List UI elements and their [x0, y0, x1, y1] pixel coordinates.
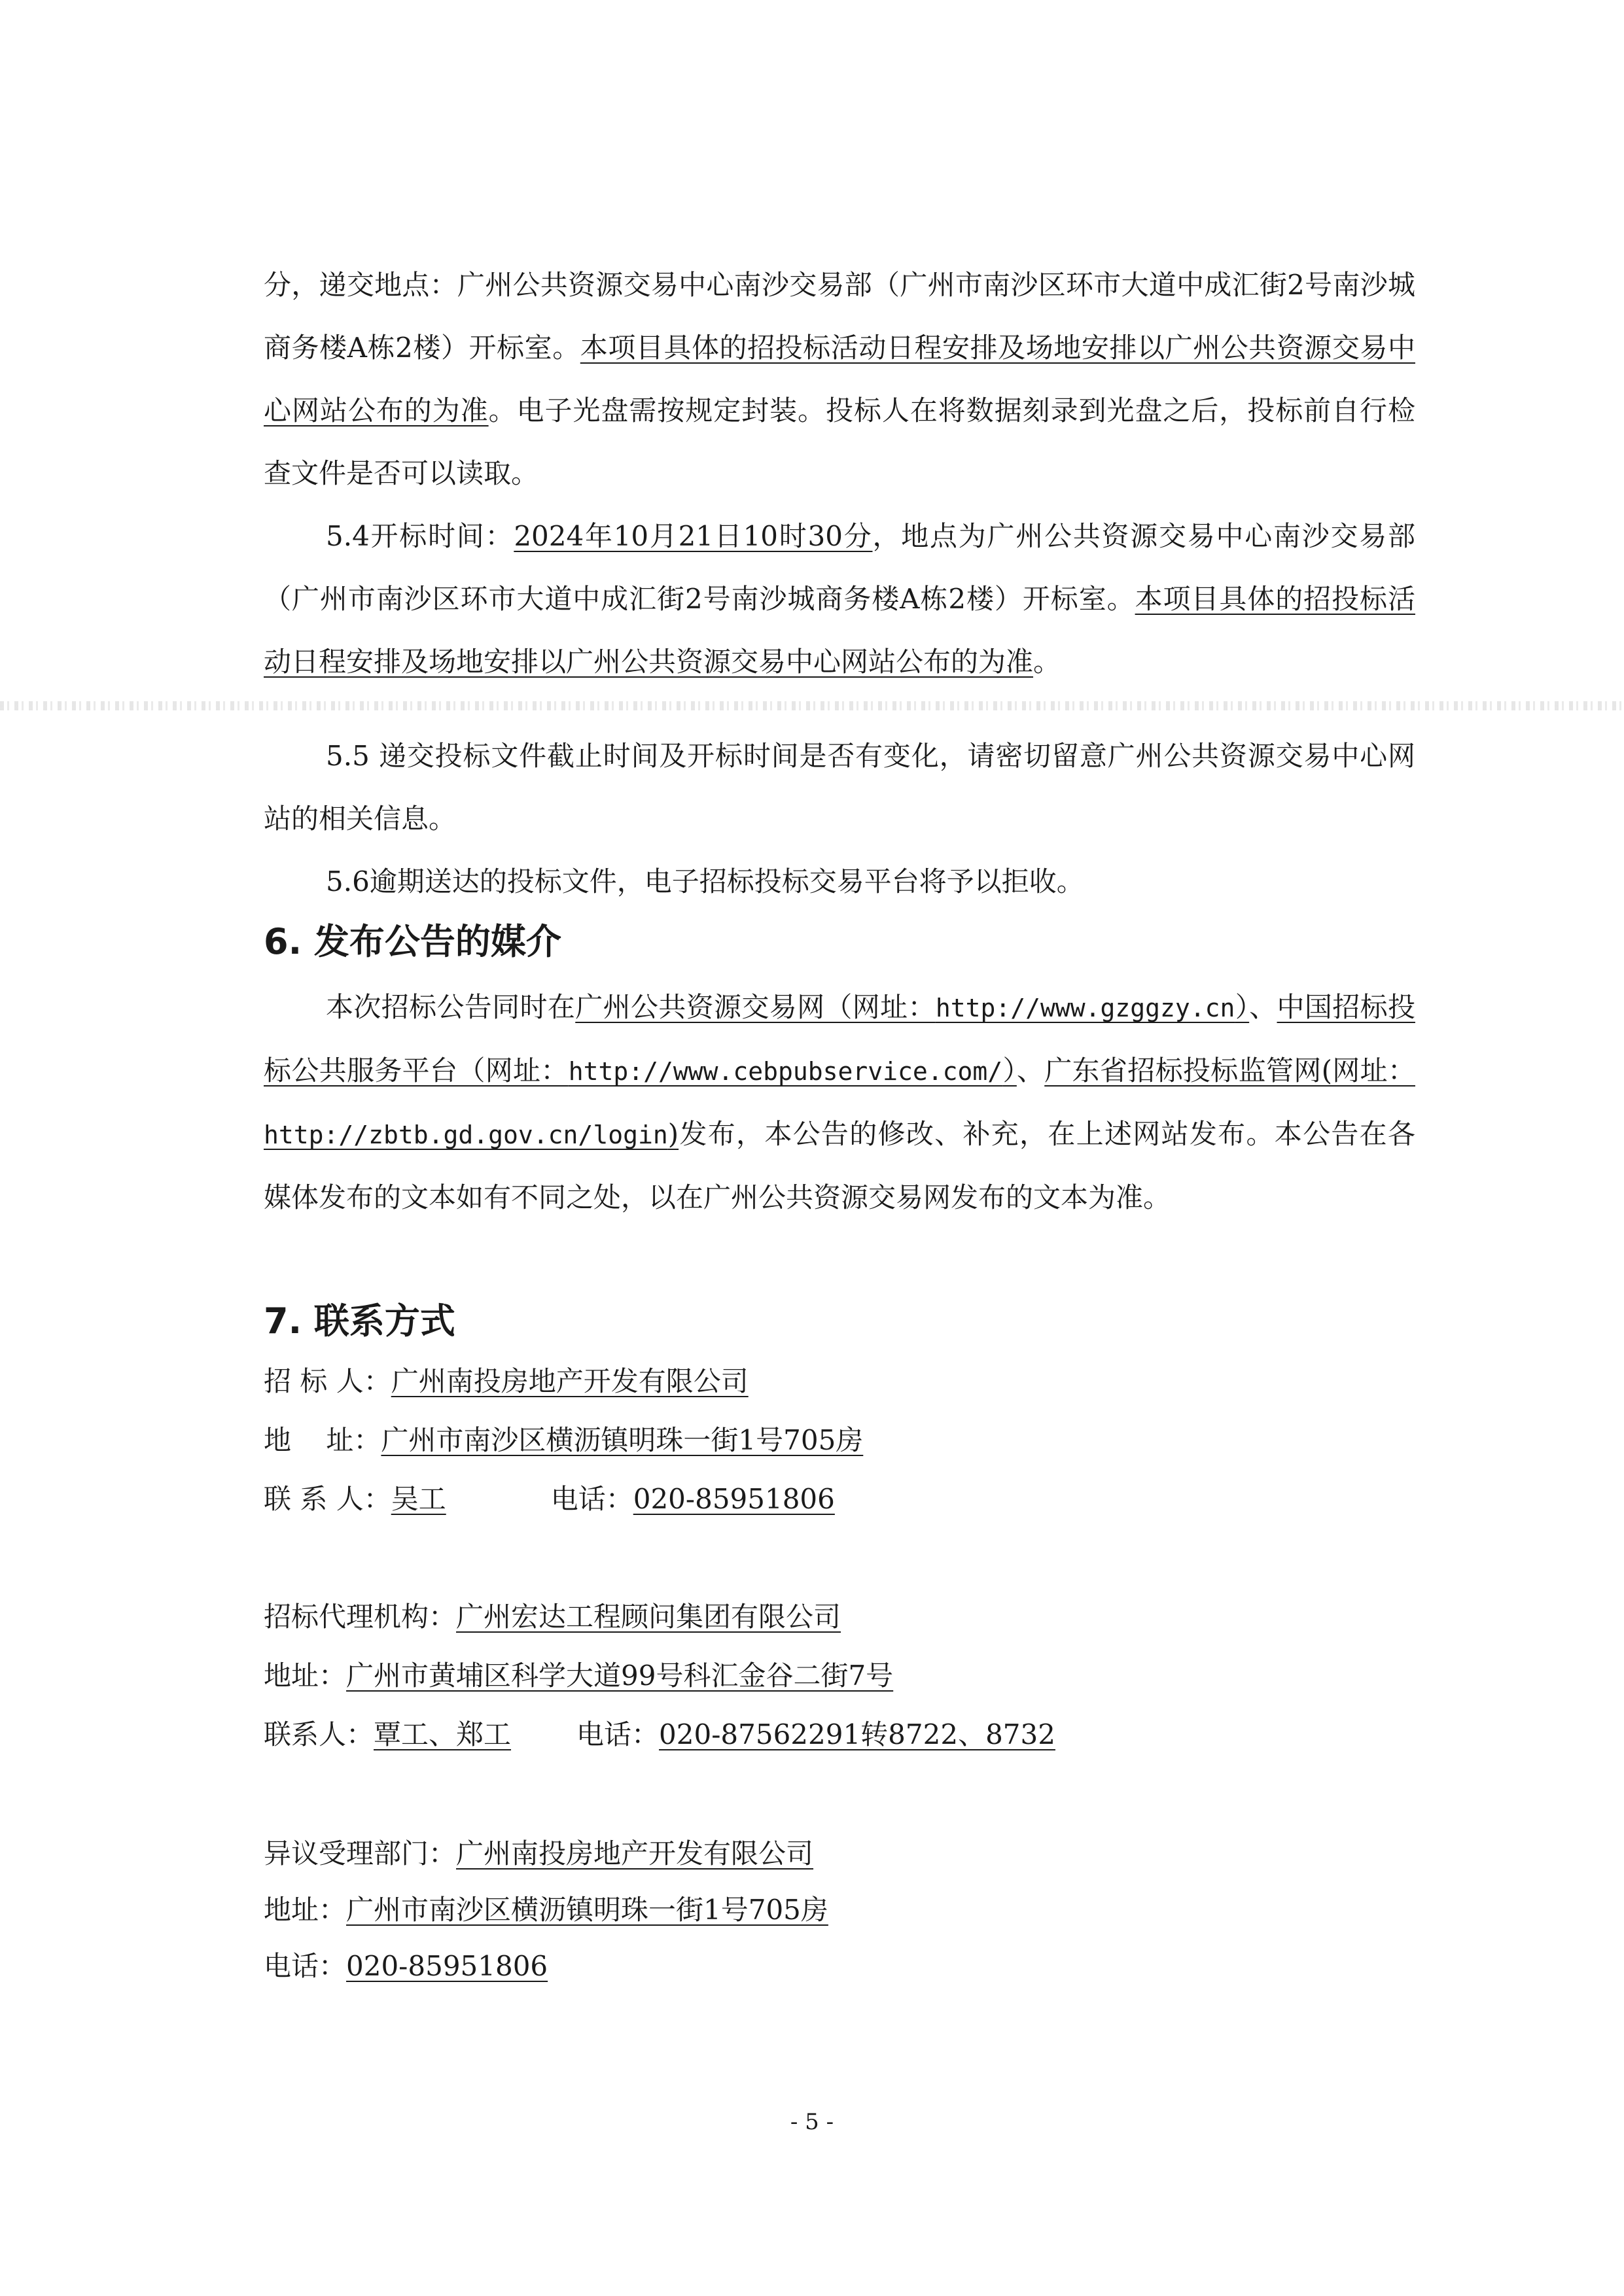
link-zbtb[interactable]: 广东省招标投标监管网(网址：http://zbtb.gd.gov.cn/login): [264, 1054, 1415, 1150]
objection-phone: 020-85951806: [346, 1950, 548, 1982]
agency-contact-row: 联系人：覃工、郑工 电话：020-87562291转8722、8732: [264, 1718, 1055, 1750]
opening-datetime: 2024年10月21日10时30分: [514, 520, 873, 552]
tenderer-address-row: 地 址：广州市南沙区横沥镇明珠一街1号705房: [264, 1424, 864, 1456]
paragraph-5-6: 5.6逾期送达的投标文件，电子招标投标交易平台将予以拒收。: [326, 865, 1084, 897]
objection-address-row: 地址：广州市南沙区横沥镇明珠一街1号705房: [264, 1894, 828, 1926]
section-7-heading: 7. 联系方式: [264, 1300, 455, 1342]
page-number: - 5 -: [790, 2109, 834, 2135]
tenderer-contact: 吴工: [391, 1483, 446, 1515]
agency-address: 广州市黄埔区科学大道99号科汇金谷二街7号: [346, 1660, 894, 1692]
agency-name: 广州宏达工程顾问集团有限公司: [456, 1601, 841, 1633]
agency-contact: 覃工、郑工: [374, 1718, 512, 1750]
paragraph-media: 本次招标公告同时在广州公共资源交易网（网址：http://www.gzggzy.cn）、中国招标投标公共服务平台（网址：http://www.cebpubservice.com/）、广东省招标投标监管网(网址：http://zbtb.gd.gov.cn/login)发布，本公告的修改、补充，在上述网站发布。本公告在各媒体发布的文本如有不同之处，以在广州公共资源交易网发布的文本为准。: [264, 991, 1415, 1213]
objection-phone-row: 电话：020-85951806: [264, 1950, 548, 1982]
paragraph-5-4-opening-time: 5.4开标时间：2024年10月21日10时30分，地点为广州公共资源交易中心南沙交易部（广州市南沙区环市大道中成汇街2号南沙城商务楼A栋2楼）开标室。本项目具体的招投标活动日程安排及场地安排以广州公共资源交易中心网站公布的为准。: [264, 520, 1415, 678]
paragraph-5-5: 5.5 递交投标文件截止时间及开标时间是否有变化，请密切留意广州公共资源交易中心网站的相关信息。: [264, 740, 1415, 835]
objection-address: 广州市南沙区横沥镇明珠一街1号705房: [346, 1894, 828, 1926]
section-6-heading: 6. 发布公告的媒介: [264, 921, 561, 962]
underlined-schedule-note-2: 本项目具体的招投标活动日程安排及场地安排以广州公共资源交易中心网站公布的为准: [264, 583, 1415, 678]
underlined-schedule-note: 本项目具体的招投标活动日程安排及场地安排以广州公共资源交易中心网站公布的为准: [264, 332, 1415, 426]
tenderer-contact-row: 联 系 人：吴工 电话：020-85951806: [264, 1483, 835, 1515]
agency-phone: 020-87562291转8722、8732: [659, 1718, 1055, 1750]
objection-dept-row: 异议受理部门：广州南投房地产开发有限公司: [264, 1837, 814, 1870]
tenderer-name-row: 招 标 人：广州南投房地产开发有限公司: [264, 1365, 749, 1397]
link-cebpubservice[interactable]: 中国招标投标公共服务平台（网址：http://www.cebpubservice.com/）: [264, 991, 1415, 1087]
link-gzggzy[interactable]: 广州公共资源交易网（网址：http://www.gzggzy.cn）: [575, 991, 1250, 1023]
agency-name-row: 招标代理机构：广州宏达工程顾问集团有限公司: [264, 1601, 841, 1633]
tenderer-address: 广州市南沙区横沥镇明珠一街1号705房: [381, 1424, 864, 1456]
paragraph-submission-location: 分，递交地点：广州公共资源交易中心南沙交易部（广州市南沙区环市大道中成汇街2号南沙城商务楼A栋2楼）开标室。本项目具体的招投标活动日程安排及场地安排以广州公共资源交易中心网站公布的为准。电子光盘需按规定封装。投标人在将数据刻录到光盘之后，投标前自行检查文件是否可以读取。: [264, 269, 1415, 489]
objection-dept: 广州南投房地产开发有限公司: [456, 1837, 814, 1870]
scan-artifact: [0, 701, 1624, 710]
agency-address-row: 地址：广州市黄埔区科学大道99号科汇金谷二街7号: [264, 1660, 894, 1692]
tenderer-phone: 020-85951806: [633, 1483, 835, 1515]
tenderer-name: 广州南投房地产开发有限公司: [391, 1365, 749, 1397]
